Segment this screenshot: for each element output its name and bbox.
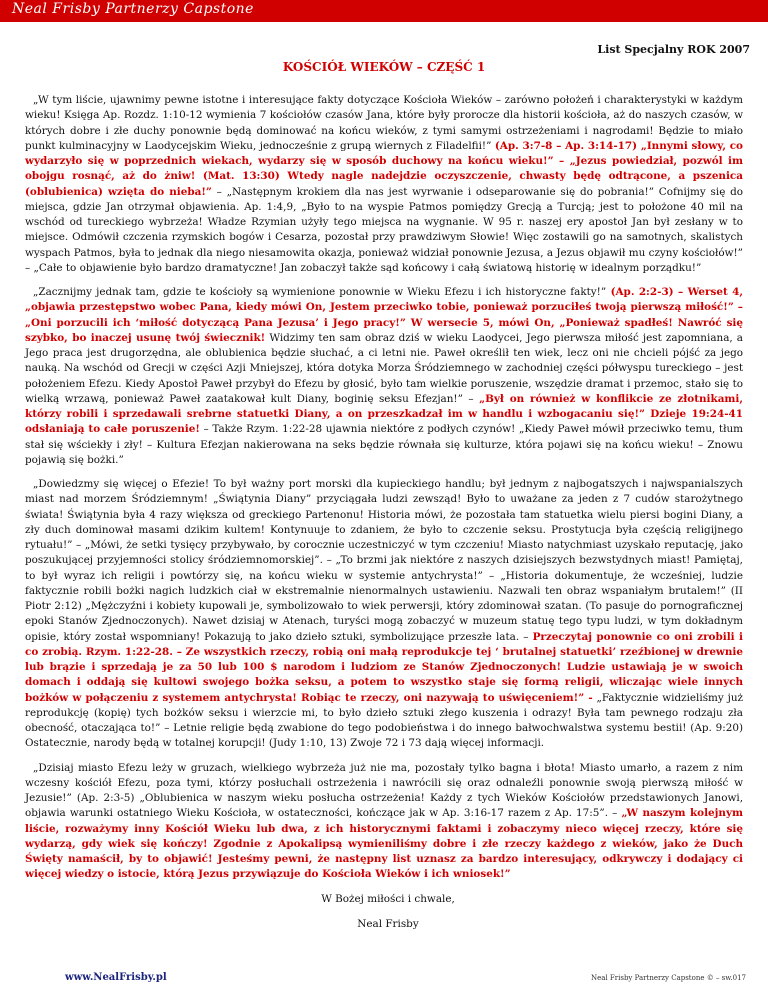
- text-span: – „Następnym krokiem dla nas jest wyrwanie i odseparowanie się do pobrania!” Cofnijmy się do miejsca, gdzie Jan otrzymał objawienia. Ap. 1:4,9, „Było to na wyspie Patmos pomiędzy Grecją a Turcją; jest to położone 40 mil na wschód od tureckiego wybrzeża! Władze Rzymian użyły tego miejsca na wygnanie. W 95 r. naszej ery apostoł Jan był zesłany w to miejsce. Odmówił czczenia rzymskich bogów i Cesarza, pozostał przy prawdziwym Słowie! Więc zostawili go na samotnych, skalistych wyspach Patmos, była to jednak dla niego niesamowita okazja, ponieważ widział ponownie Jezusa, a Jezus objawił mu czyny kościołów!” – „Całe to objawienie było bardzo dramatyczne! Jan zobaczył także sąd końcowy i całą światową historię w idealnym porządku!”: [25, 185, 743, 274]
- paragraph-2: [25, 285, 743, 468]
- paragraph-1: [25, 93, 743, 276]
- text-span: „W tym liście, ujawnimy pewne istotne i interesujące fakty dotyczące Kościoła Wieków – zarówno położeń i charakterystyki w każdym wieku! Księga Ap. Rozdz. 1:10-12 wymienia 7 kościołów czasów Jana, które były prorocze dla historii kościoła, aż do naszych czasów, w których dobre i złe duchy ponownie będą dominować na końcu wieków, z tymi samymi ostrzeżeniami i nagrodami! Będzie to miało punkt kulminacyjny w Laodycejskim Wieku, jednocześnie z grupą wiernych z Filadelfii!”: [25, 94, 743, 152]
- text-span: „Dzisiaj miasto Efezu leży w gruzach, wielkiego wybrzeża już nie ma, pozostały tylko bagna i błota! Miasto umarło, a razem z nim wczesny kościół Efezu, poza tymi, którzy posłuchali ostrzeżenia i nawrócili się oraz odnaleźli ponownie swoją pierwszą miłość w Jezusie!” (Ap. 2:3-5) „Oblubienica w naszym wieku posłucha ostrzeżenia! Każdy z tych Wieków Kościołów przedstawionych Janowi, objawia warunki ostatniego Wieku Kościoła, w ostateczności, kończące jak w Ap. 3:16-17 razem z Ap. 17:5”. –: [25, 761, 743, 820]
- paragraph-4: [25, 761, 743, 883]
- text-span: – Także Rzym. 1:22-28 ujawnia niektóre z podłych czynów! „Kiedy Paweł mówił przeciwko temu, tłum stał się wściekły i zły! – Kultura Efezjan nakierowana na seks będzie równała się kulturze, która pojawi się na końcu wieku! – Znowu pojawią się bożki.”: [25, 423, 744, 466]
- paragraph-3: [25, 477, 743, 752]
- letter-body: [25, 93, 743, 941]
- highlight-span: Przeczytaj ponownie co oni zrobili i co zrobią. Rzym. 1:22-28. – Ze wszystkich rzeczy, robią oni małą reprodukcje tej ‘ brutalnej statuetki’ rzeźbionej w drewnie lub brązie i sprzedają je za 50 lub 100 $ narodom i ludziom ze Stanów Zjednoczonych! Ludzie ustawiają je w swoich domach i oddają się kultowi swojego bożka seksu, a potem to wszystko staje się formą religii, wliczając wiele innych bożków w połączeniu z systemem antychrysta! Robiąc te rzeczy, oni nazywają to uświęceniem!” -: [25, 630, 743, 704]
- highlight-span: „W naszym kolejnym liście, rozważymy inny Kościół Wieku lub dwa, z ich historycznymi faktami i zobaczymy nieco więcej rzeczy, które się wydarzą, gdy wiek się kończy! Zgodnie z Apokalipsą wymieniliśmy dobre i złe rzeczy każdego z wieków, jako że Duch Święty namaścił, by to objawić! Jesteśmy pewni, że następny list uznasz za bardzo interesujący, odkrywczy i dodający ci więcej wiedzy o istocie, którą Jezus przywiązuje do Kościoła Wieków i ich wniosek!”: [25, 807, 744, 881]
- highlight-span: (Ap. 2:2-3) – Werset 4, „objawia przestępstwo wobec Pana, kiedy mówi On, Jestem przeciwko tobie, ponieważ porzuciłeś twoją pierwszą miłość!” – „Oni porzucili ich ‘miłość dotyczącą Pana Jezusa’ i Jego pracy!” W wersecie 5, mówi On, „Ponieważ spadłeś! Nawróć się szybko, bo inaczej usunę twój świecznik!: [25, 286, 743, 344]
- copyright-text: Neal Frisby Partnerzy Capstone © – sw.017: [591, 974, 746, 982]
- special-letter-label: List Specjalny ROK 2007: [597, 43, 750, 56]
- highlight-span: (Ap. 3:7-8 – Ap. 3:14-17) „Innymi słowy, co wydarzyło się w poprzednich wiekach, wydarzy się w sposób duchowy na końcu wieku!” – „Jezus powiedział, pozwól im obojgu rosnąć, aż do żniw! (Mat. 13:30) Wtedy nagle nadejdzie oczyszczenie, chwasty będę odtrącone, a pszenica (oblubienica) wzięta do nieba!”: [25, 139, 743, 198]
- text-span: „Dowiedzmy się więcej o Efezie! To był ważny port morski dla kupieckiego handlu; był jednym z najbogatszych i najwspanialszych miast nad morzem Śródziemnym! „Świątynia Diany” przyciągała ludzi zewsząd! Było to uważane za jeden z 7 cudów starożytnego świata! Świątynia była 4 razy większa od greckiego Partenonu! Historia mówi, że pozostała tam statuetka wielu piersi bogini Diany, a zły duch dominował masami dzikim kultem! Kontynuuje to zdaniem, że było to czczenie seksu. Prostytucja była częścią religijnego rytuału!” – „Mówi, że setki tysięcy przybywało, by corocznie uczestniczyć w tym czczeniu! Miasto natychmiast uzyskało reputację, jako poszukującej przyjemności stolicy śródziemnomorskiej”. – „To brzmi jak niektóre z naszych dzisiejszych bezwstydnych miast! Pamiętaj, to był wyraz ich religii i powtórzy się, na końcu wieku w systemie antychrysta!” – „Historia dokumentuje, że wcześniej, ludzie faktycznie robili bożki nagich ludzkich ciał w ekstremalnie nienormalnych ustawieniu. Nazwali ten obraz wspaniałym brutalem!” (II Piotr 2:12) „Mężczyźni i kobiety kupowali je, symbolizowało to wiek perwersji, który zdominował szatan. (To pasuje do pornograficznej epoki Stanów Zjednoczonych). Nawet dzisiaj w Atenach, turyści mogą zobaczyć w muzeum statuę tego typu ludzi, w tym dokładnym opisie, który został wspomniany! Pokazują to jako dzieło sztuki, symbolizujące przeszłe lata. –: [25, 478, 743, 643]
- closing-greeting: W Bożej miłości i chwale,: [321, 892, 455, 905]
- website-link[interactable]: www.NealFrisby.pl: [65, 972, 167, 983]
- text-span: „Faktycznie widzieliśmy już reprodukcję (kopię) tych bożków seksu i wierzcie mi, to było dzieło sztuki złego kuszenia i odrazy! Była tam pewnego rodzaju zła obecność, otaczająca to!” – Letnie religie będą zwabione do tego podobieństwa i do innego bałwochwalstwa systemu bestii! (Ap. 9:20) Ostatecznie, narody będą w totalnej korupcji! (Judy 1:10, 13) Zwoje 72 i 73 dają więcej informacji.: [25, 691, 743, 750]
- text-span: Widzimy ten sam obraz dziś w wieku Laodycei, Jego pierwsza miłość jest zapomniana, a Jego praca jest drugorzędna, ale oblubienica będzie słuchać, a ci letni nie. Paweł określił ten wiek, lecz oni nie chcieli pójść za jego nauką. Na wschód od Grecji w części Azji Mniejszej, która dotyka Morza Śródziemnego w zachodniej części półwyspu tureckiego – jest położeniem Efezu. Kiedy Apostoł Paweł przybył do Efezu by głosić, było tam wielkie poruszenie, wszędzie dramat i przemoc, stało się to wielką wrzawą, ponieważ Paweł zaatakował kult Diany, boginię seksu Efezjan!” –: [25, 331, 743, 405]
- document-title: KOŚCIÓŁ WIEKÓW – CZĘŚĆ 1: [282, 60, 486, 74]
- signature-name: Neal Frisby: [357, 917, 419, 930]
- brand-title: Neal Frisby Partnerzy Capstone: [12, 1, 254, 17]
- text-span: „Zacznijmy jednak tam, gdzie te kościoły są wymienione ponownie w Wieku Efezu i ich historyczne fakty!”: [33, 286, 607, 298]
- header-bar: [0, 0, 768, 22]
- highlight-span: „Był on również w konflikcie ze złotnikami, którzy robili i sprzedawali srebrne statuetki Diany, a on przeszkadzał im w handlu i wzbogacaniu się!” Dzieje 19:24-41 odsłaniają to całe poruszenie!: [25, 392, 743, 436]
